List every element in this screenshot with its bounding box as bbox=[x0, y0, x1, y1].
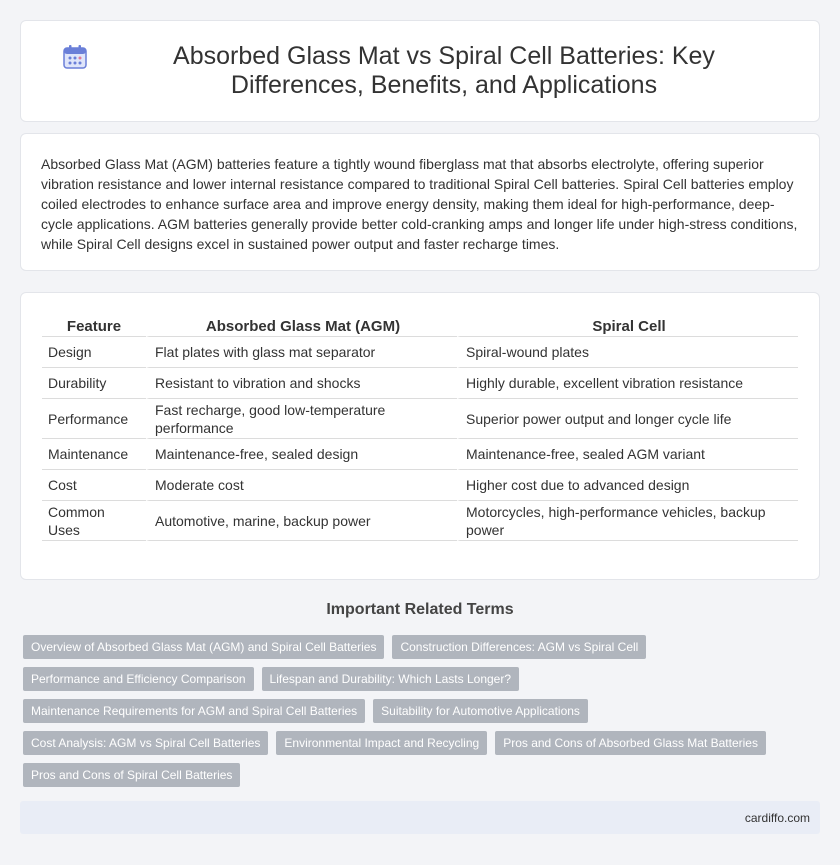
table-cell: Moderate cost bbox=[146, 470, 457, 501]
column-header-spiral-cell: Spiral Cell bbox=[457, 313, 798, 337]
comparison-table-card bbox=[20, 292, 820, 580]
table-cell: Motorcycles, high-performance vehicles, backup power bbox=[457, 501, 798, 541]
related-term-tag[interactable]: Maintenance Requirements for AGM and Spiral Cell Batteries bbox=[23, 699, 365, 723]
table-cell: Common Uses bbox=[42, 501, 146, 541]
comparison-table bbox=[42, 313, 798, 541]
table-cell: Highly durable, excellent vibration resistance bbox=[457, 368, 798, 399]
related-term-tag[interactable]: Lifespan and Durability: Which Lasts Longer? bbox=[262, 667, 519, 691]
calendar-icon bbox=[61, 43, 89, 71]
table-header-row bbox=[42, 313, 798, 337]
related-terms-list bbox=[23, 635, 823, 787]
table-row bbox=[42, 501, 798, 541]
table-cell: Performance bbox=[42, 399, 146, 439]
table-cell: Flat plates with glass mat separator bbox=[146, 337, 457, 368]
related-terms-title: Important Related Terms bbox=[326, 601, 514, 618]
page-title: Absorbed Glass Mat vs Spiral Cell Batteries: Key Differences, Benefits, and Applications bbox=[173, 42, 715, 99]
table-row bbox=[42, 337, 798, 368]
table-cell: Resistant to vibration and shocks bbox=[146, 368, 457, 399]
table-cell: Cost bbox=[42, 470, 146, 501]
related-term-tag[interactable]: Suitability for Automotive Applications bbox=[373, 699, 588, 723]
table-cell: Higher cost due to advanced design bbox=[457, 470, 798, 501]
table-cell: Durability bbox=[42, 368, 146, 399]
table-row bbox=[42, 399, 798, 439]
related-term-tag[interactable]: Construction Differences: AGM vs Spiral Cell bbox=[392, 635, 646, 659]
column-header-agm: Absorbed Glass Mat (AGM) bbox=[146, 313, 457, 337]
footer bbox=[20, 801, 820, 834]
header-card bbox=[20, 20, 820, 122]
table-cell: Design bbox=[42, 337, 146, 368]
related-term-tag[interactable]: Performance and Efficiency Comparison bbox=[23, 667, 254, 691]
summary-card bbox=[20, 133, 820, 271]
column-header-feature: Feature bbox=[42, 313, 146, 337]
related-term-tag[interactable]: Overview of Absorbed Glass Mat (AGM) and Spiral Cell Batteries bbox=[23, 635, 384, 659]
table-row bbox=[42, 368, 798, 399]
related-term-tag[interactable]: Environmental Impact and Recycling bbox=[276, 731, 487, 755]
related-term-tag[interactable]: Pros and Cons of Absorbed Glass Mat Batteries bbox=[495, 731, 766, 755]
table-cell: Superior power output and longer cycle life bbox=[457, 399, 798, 439]
table-cell: Spiral-wound plates bbox=[457, 337, 798, 368]
table-row bbox=[42, 439, 798, 470]
table-row bbox=[42, 470, 798, 501]
footer-site-link[interactable]: cardiffo.com bbox=[744, 810, 810, 825]
table-cell: Maintenance-free, sealed AGM variant bbox=[457, 439, 798, 470]
table-cell: Maintenance-free, sealed design bbox=[146, 439, 457, 470]
related-term-tag[interactable]: Pros and Cons of Spiral Cell Batteries bbox=[23, 763, 240, 787]
summary-text: Absorbed Glass Mat (AGM) batteries feature a tightly wound fiberglass mat that absorbs electrolyte, offering superior vibration resistance and lower internal resistance compared to traditional Spiral Cell batteries. Spiral Cell batteries employ coiled electrodes to enhance surface area and improve energy density, making them ideal for high-performance, deep-cycle applications. AGM batteries generally provide better cold-cranking amps and longer life under high-stress conditions, while Spiral Cell designs excel in sustained power output and faster recharge times. bbox=[41, 156, 798, 252]
table-cell: Automotive, marine, backup power bbox=[146, 501, 457, 541]
related-term-tag[interactable]: Cost Analysis: AGM vs Spiral Cell Batteries bbox=[23, 731, 268, 755]
table-cell: Fast recharge, good low-temperature performance bbox=[146, 399, 457, 439]
table-cell: Maintenance bbox=[42, 439, 146, 470]
